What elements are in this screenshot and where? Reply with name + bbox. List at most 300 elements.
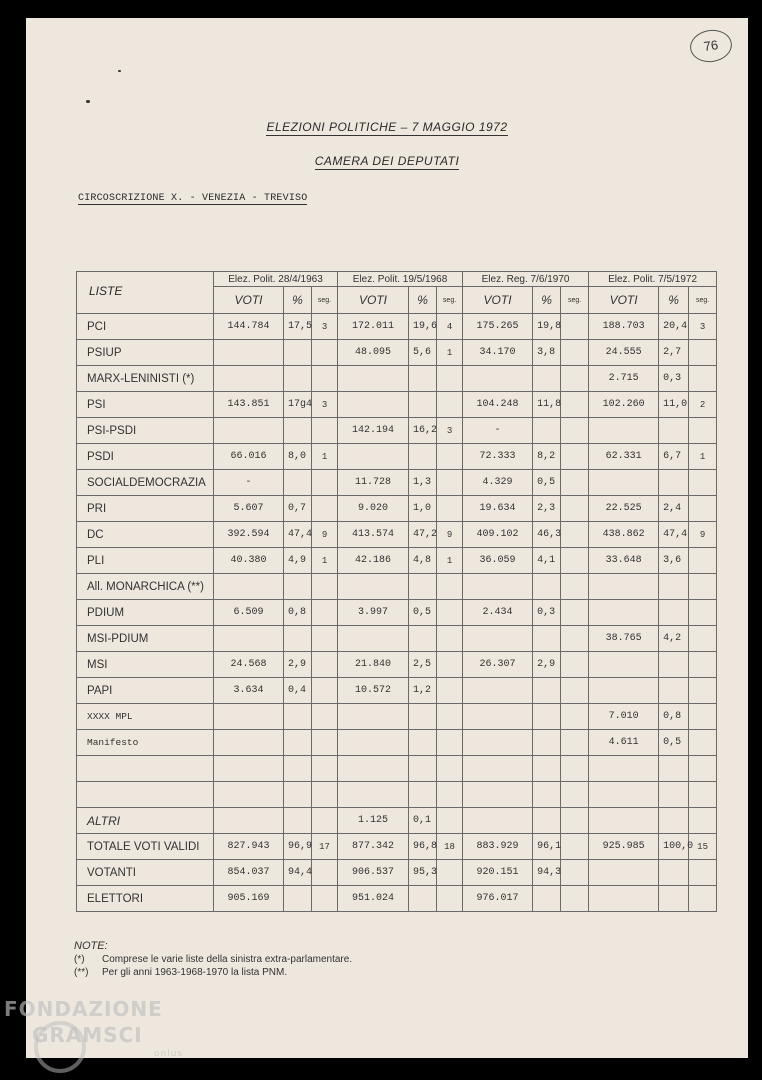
list-name: PCI [77, 314, 214, 340]
voti-cell [463, 782, 533, 808]
voti-cell: 62.331 [589, 444, 659, 470]
percent-cell [284, 886, 312, 912]
voti-cell: 854.037 [214, 860, 284, 886]
percent-cell [533, 886, 561, 912]
percent-header: % [659, 287, 689, 314]
percent-cell: 2,3 [533, 496, 561, 522]
seggi-cell [561, 574, 589, 600]
seggi-cell [689, 340, 717, 366]
voti-cell [214, 574, 284, 600]
percent-cell: 47,4 [284, 522, 312, 548]
list-name: PSIUP [77, 340, 214, 366]
voti-cell: 72.333 [463, 444, 533, 470]
percent-cell: 1,3 [409, 470, 437, 496]
voti-cell: 40.380 [214, 548, 284, 574]
party-rows [77, 314, 717, 834]
percent-cell: 1,0 [409, 496, 437, 522]
voti-cell [338, 366, 409, 392]
seggi-cell [689, 418, 717, 444]
note-text: Per gli anni 1963-1968-1970 la lista PNM. [102, 967, 288, 978]
voti-cell: 413.574 [338, 522, 409, 548]
seggi-cell [312, 496, 338, 522]
seggi-cell: 17 [312, 834, 338, 860]
voti-cell [214, 704, 284, 730]
percent-cell: 96,8 [409, 834, 437, 860]
percent-cell: 4,9 [284, 548, 312, 574]
seggi-cell [561, 886, 589, 912]
document-title: ELEZIONI POLITICHE – 7 MAGGIO 1972 [266, 120, 508, 134]
voti-cell [589, 782, 659, 808]
percent-cell: 47,2 [409, 522, 437, 548]
table-row [77, 470, 717, 496]
percent-cell: 6,7 [659, 444, 689, 470]
seggi-cell [561, 782, 589, 808]
voti-cell: 827.943 [214, 834, 284, 860]
voti-cell: 172.011 [338, 314, 409, 340]
voti-cell [338, 730, 409, 756]
voti-cell [338, 626, 409, 652]
percent-cell: 0,5 [659, 730, 689, 756]
percent-cell: 96,9 [284, 834, 312, 860]
list-name [77, 756, 214, 782]
seggi-cell [561, 496, 589, 522]
seggi-cell [689, 366, 717, 392]
table-row [77, 808, 717, 834]
percent-cell: 4,1 [533, 548, 561, 574]
seggi-cell [689, 756, 717, 782]
percent-cell: 3,6 [659, 548, 689, 574]
seggi-cell: 1 [689, 444, 717, 470]
table-row [77, 314, 717, 340]
voti-cell: 143.851 [214, 392, 284, 418]
percent-cell [659, 600, 689, 626]
seggi-cell: 3 [312, 392, 338, 418]
percent-cell [284, 808, 312, 834]
note-line [74, 967, 352, 978]
voti-cell: 26.307 [463, 652, 533, 678]
voti-cell [589, 470, 659, 496]
seggi-cell [437, 652, 463, 678]
seggi-header: seg. [437, 287, 463, 314]
seggi-cell [312, 756, 338, 782]
seggi-cell [561, 314, 589, 340]
percent-cell [284, 756, 312, 782]
percent-header: % [533, 287, 561, 314]
circoscrizione-label: CIRCOSCRIZIONE X. - VENEZIA - TREVISO [78, 193, 308, 204]
percent-cell [659, 652, 689, 678]
list-name: All. MONARCHICA (**) [77, 574, 214, 600]
seggi-cell [561, 626, 589, 652]
percent-cell: 0,8 [284, 600, 312, 626]
voti-cell [338, 392, 409, 418]
voti-cell: 4.611 [589, 730, 659, 756]
percent-cell [284, 782, 312, 808]
list-name: PLI [77, 548, 214, 574]
seggi-cell: 1 [312, 548, 338, 574]
percent-cell [284, 418, 312, 444]
percent-cell [409, 392, 437, 418]
percent-cell [533, 782, 561, 808]
voti-cell: 2.434 [463, 600, 533, 626]
table-row [77, 444, 717, 470]
voti-header: VOTI [214, 287, 284, 314]
percent-cell [284, 626, 312, 652]
percent-cell: 1,2 [409, 678, 437, 704]
percent-cell: 19,8 [533, 314, 561, 340]
list-name: ELETTORI [77, 886, 214, 912]
seggi-cell [437, 470, 463, 496]
seggi-cell [561, 470, 589, 496]
percent-cell: 4,8 [409, 548, 437, 574]
table-row [77, 782, 717, 808]
list-name: PDIUM [77, 600, 214, 626]
table-row [77, 392, 717, 418]
voti-cell [214, 756, 284, 782]
voti-cell: 175.265 [463, 314, 533, 340]
voti-cell: 36.059 [463, 548, 533, 574]
percent-cell [533, 704, 561, 730]
voti-cell: 438.862 [589, 522, 659, 548]
percent-cell: 17,5 [284, 314, 312, 340]
seggi-cell [437, 886, 463, 912]
table-row [77, 834, 717, 860]
percent-cell [409, 756, 437, 782]
watermark-line3: onlus [154, 1049, 184, 1059]
list-name: PSI [77, 392, 214, 418]
percent-cell: 0,4 [284, 678, 312, 704]
voti-cell [589, 860, 659, 886]
percent-cell [659, 782, 689, 808]
table-row [77, 886, 717, 912]
seggi-cell [561, 678, 589, 704]
seggi-cell: 18 [437, 834, 463, 860]
voti-cell: - [214, 470, 284, 496]
voti-cell: 905.169 [214, 886, 284, 912]
voti-cell: 7.010 [589, 704, 659, 730]
list-name: SOCIALDEMOCRAZIA [77, 470, 214, 496]
table-row [77, 340, 717, 366]
voti-cell [589, 418, 659, 444]
seggi-cell [689, 626, 717, 652]
voti-cell [463, 626, 533, 652]
seggi-cell: 9 [312, 522, 338, 548]
seggi-cell [437, 366, 463, 392]
percent-cell: 2,9 [284, 652, 312, 678]
percent-cell [284, 340, 312, 366]
seggi-cell [437, 678, 463, 704]
voti-cell: 66.016 [214, 444, 284, 470]
seggi-cell [312, 808, 338, 834]
seggi-cell: 9 [689, 522, 717, 548]
percent-cell: 95,3 [409, 860, 437, 886]
voti-cell [589, 574, 659, 600]
voti-cell: 925.985 [589, 834, 659, 860]
voti-cell: 33.648 [589, 548, 659, 574]
seggi-cell [437, 496, 463, 522]
seggi-cell [561, 600, 589, 626]
ink-speck [86, 100, 90, 103]
percent-cell [659, 808, 689, 834]
percent-cell: 0,3 [659, 366, 689, 392]
list-name: MSI-PDIUM [77, 626, 214, 652]
percent-cell [659, 678, 689, 704]
percent-cell: 0,5 [533, 470, 561, 496]
table-row [77, 860, 717, 886]
note-line [74, 954, 352, 965]
percent-cell: 2,7 [659, 340, 689, 366]
seggi-cell [561, 834, 589, 860]
percent-cell: 0,3 [533, 600, 561, 626]
seggi-cell [312, 678, 338, 704]
voti-cell: 104.248 [463, 392, 533, 418]
election-results-table [76, 271, 717, 912]
percent-cell [409, 782, 437, 808]
voti-cell: 6.509 [214, 600, 284, 626]
voti-cell: 38.765 [589, 626, 659, 652]
percent-cell [533, 418, 561, 444]
percent-cell: 20,4 [659, 314, 689, 340]
percent-cell [659, 418, 689, 444]
list-name: MSI [77, 652, 214, 678]
seggi-header: seg. [561, 287, 589, 314]
percent-cell: 8,2 [533, 444, 561, 470]
voti-cell: 102.260 [589, 392, 659, 418]
table-row [77, 756, 717, 782]
voti-cell: 42.186 [338, 548, 409, 574]
voti-cell [589, 678, 659, 704]
period-header: Elez. Reg. 7/6/1970 [463, 272, 589, 287]
seggi-cell [561, 860, 589, 886]
percent-cell [284, 704, 312, 730]
note-mark: (**) [74, 967, 89, 978]
voti-cell [463, 704, 533, 730]
note-mark: (*) [74, 954, 85, 965]
voti-cell [214, 340, 284, 366]
voti-header: VOTI [589, 287, 659, 314]
seggi-cell [561, 548, 589, 574]
seggi-cell [689, 548, 717, 574]
seggi-cell [561, 756, 589, 782]
percent-cell [659, 574, 689, 600]
seggi-cell [312, 600, 338, 626]
percent-cell [284, 730, 312, 756]
seggi-cell [689, 574, 717, 600]
table-row [77, 600, 717, 626]
voti-cell: 409.102 [463, 522, 533, 548]
seggi-cell: 2 [689, 392, 717, 418]
seggi-cell: 4 [437, 314, 463, 340]
percent-cell: 100,0 [659, 834, 689, 860]
list-name: PSI-PSDI [77, 418, 214, 444]
seggi-cell [312, 652, 338, 678]
percent-header: % [284, 287, 312, 314]
seggi-cell [437, 756, 463, 782]
percent-cell [533, 366, 561, 392]
percent-cell [533, 730, 561, 756]
seggi-cell [437, 860, 463, 886]
percent-cell [533, 574, 561, 600]
voti-cell [589, 756, 659, 782]
seggi-cell [689, 782, 717, 808]
voti-cell: 3.634 [214, 678, 284, 704]
percent-cell: 0,8 [659, 704, 689, 730]
percent-cell: 46,3 [533, 522, 561, 548]
percent-cell: 16,2 [409, 418, 437, 444]
list-name [77, 782, 214, 808]
table-row [77, 522, 717, 548]
percent-header: % [409, 287, 437, 314]
voti-cell: 22.525 [589, 496, 659, 522]
percent-cell [409, 886, 437, 912]
voti-cell: 48.095 [338, 340, 409, 366]
seggi-cell [689, 886, 717, 912]
percent-cell [659, 470, 689, 496]
seggi-cell [689, 496, 717, 522]
seggi-cell [561, 444, 589, 470]
seggi-cell [312, 470, 338, 496]
seggi-cell [437, 782, 463, 808]
seggi-cell [561, 652, 589, 678]
percent-cell [533, 756, 561, 782]
seggi-header: seg. [312, 287, 338, 314]
voti-cell [214, 366, 284, 392]
voti-cell [338, 704, 409, 730]
percent-cell: 2,4 [659, 496, 689, 522]
voti-cell [214, 626, 284, 652]
percent-cell: 0,7 [284, 496, 312, 522]
seggi-cell [689, 652, 717, 678]
table-row [77, 574, 717, 600]
percent-cell [409, 366, 437, 392]
voti-cell: 5.607 [214, 496, 284, 522]
list-name: PSDI [77, 444, 214, 470]
percent-cell: 11,0 [659, 392, 689, 418]
notes-section [74, 940, 352, 978]
percent-cell: 8,0 [284, 444, 312, 470]
seggi-cell [312, 418, 338, 444]
voti-cell [214, 730, 284, 756]
seggi-cell [689, 470, 717, 496]
note-text: Comprese le varie liste della sinistra extra-parlamentare. [102, 954, 353, 965]
seggi-cell [437, 444, 463, 470]
voti-cell: 11.728 [338, 470, 409, 496]
list-name: PAPI [77, 678, 214, 704]
list-name: PRI [77, 496, 214, 522]
table-row [77, 366, 717, 392]
voti-cell: 9.020 [338, 496, 409, 522]
voti-cell: 883.929 [463, 834, 533, 860]
voti-cell: 1.125 [338, 808, 409, 834]
period-header: Elez. Polit. 19/5/1968 [338, 272, 463, 287]
voti-header: VOTI [338, 287, 409, 314]
seggi-cell [689, 808, 717, 834]
seggi-cell: 1 [437, 340, 463, 366]
list-name: XXXX MPL [77, 704, 214, 730]
seggi-cell [437, 626, 463, 652]
voti-cell: 21.840 [338, 652, 409, 678]
percent-cell: 94,4 [284, 860, 312, 886]
document-subtitle: CAMERA DEI DEPUTATI [314, 154, 460, 168]
percent-cell: 47,4 [659, 522, 689, 548]
percent-cell: 2,5 [409, 652, 437, 678]
list-name: VOTANTI [77, 860, 214, 886]
voti-cell [463, 808, 533, 834]
voti-cell [589, 600, 659, 626]
seggi-cell [561, 418, 589, 444]
list-name: TOTALE VOTI VALIDI [77, 834, 214, 860]
voti-header: VOTI [463, 287, 533, 314]
seggi-cell [437, 808, 463, 834]
percent-cell [533, 626, 561, 652]
percent-cell [409, 730, 437, 756]
voti-cell: 24.555 [589, 340, 659, 366]
watermark-line1: FONDAZIONE [4, 997, 163, 1021]
period-header: Elez. Polit. 7/5/1972 [589, 272, 717, 287]
percent-cell: 17g4 [284, 392, 312, 418]
seggi-cell: 1 [437, 548, 463, 574]
voti-cell [463, 730, 533, 756]
voti-cell: 3.997 [338, 600, 409, 626]
percent-cell: 11,8 [533, 392, 561, 418]
seggi-cell: 9 [437, 522, 463, 548]
seggi-cell [689, 730, 717, 756]
list-name: DC [77, 522, 214, 548]
voti-cell [463, 366, 533, 392]
percent-cell [284, 470, 312, 496]
seggi-cell: 15 [689, 834, 717, 860]
seggi-cell: 1 [312, 444, 338, 470]
table-row [77, 418, 717, 444]
percent-cell: 4,2 [659, 626, 689, 652]
percent-cell [533, 808, 561, 834]
watermark-logo [4, 997, 184, 1059]
voti-cell: 188.703 [589, 314, 659, 340]
percent-cell [659, 860, 689, 886]
list-name: MARX-LENINISTI (*) [77, 366, 214, 392]
ink-speck [118, 70, 121, 72]
seggi-cell [312, 574, 338, 600]
seggi-cell [561, 366, 589, 392]
voti-cell: 34.170 [463, 340, 533, 366]
voti-cell [463, 756, 533, 782]
liste-header: LISTE [77, 272, 214, 314]
seggi-cell [689, 704, 717, 730]
percent-cell [284, 574, 312, 600]
percent-cell [659, 756, 689, 782]
voti-cell: 920.151 [463, 860, 533, 886]
percent-cell: 0,5 [409, 600, 437, 626]
page-number-stamp: 76 [688, 27, 734, 65]
percent-cell: 3,8 [533, 340, 561, 366]
percent-cell: 96,1 [533, 834, 561, 860]
voti-cell: 2.715 [589, 366, 659, 392]
seggi-cell [689, 600, 717, 626]
voti-cell: 877.342 [338, 834, 409, 860]
seggi-cell [312, 730, 338, 756]
voti-cell [463, 678, 533, 704]
seggi-cell [689, 860, 717, 886]
notes-title: NOTE: [74, 940, 108, 952]
seggi-cell [312, 340, 338, 366]
voti-cell: 19.634 [463, 496, 533, 522]
seggi-cell [561, 392, 589, 418]
voti-cell [589, 886, 659, 912]
seggi-cell [312, 782, 338, 808]
seggi-cell [689, 678, 717, 704]
seggi-cell [561, 522, 589, 548]
table-row [77, 730, 717, 756]
seggi-cell: 3 [312, 314, 338, 340]
